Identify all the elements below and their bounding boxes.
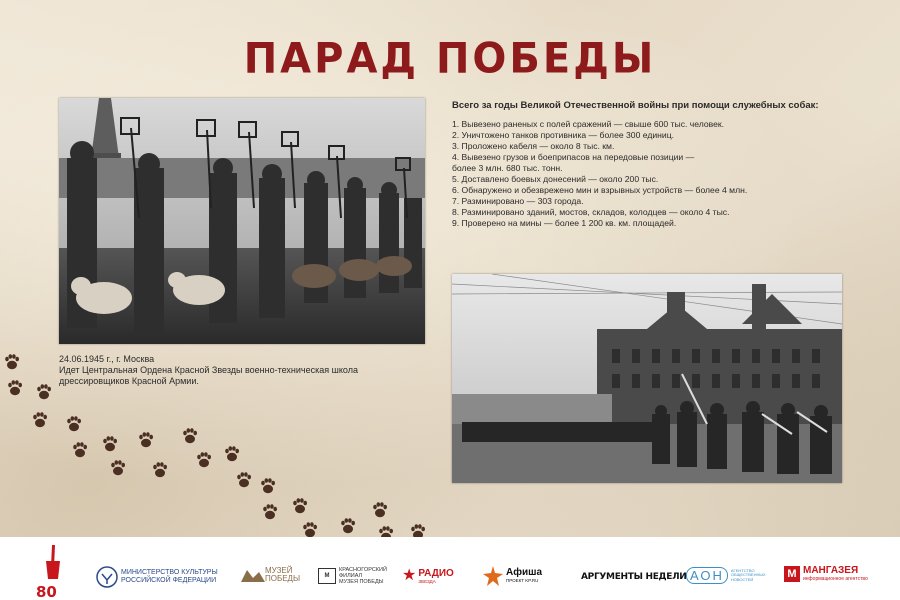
- aon-sub1: АГЕНТСТВО: [730, 567, 755, 573]
- stats-block: [452, 100, 872, 229]
- museum-line1: МУЗЕЙ: [265, 566, 293, 575]
- mm-icon: М: [318, 568, 336, 584]
- argumenty-nedeli-logo: [581, 572, 687, 582]
- stats-list: [452, 119, 872, 229]
- mangazeya-sub: информационное агентство: [803, 576, 868, 582]
- victory-80-logo: [36, 543, 70, 599]
- aon-logo: [686, 567, 766, 584]
- stats-item: 2. Уничтожено танков противника — более 300 единиц.: [452, 130, 674, 140]
- stats-item: 4. Вывезено грузов и боеприпасов на передовые позиции —: [452, 152, 695, 162]
- aon-sub3: НОВОСТЕЙ: [730, 576, 754, 582]
- emblem-icon: [96, 566, 118, 588]
- ministry-culture-logo: [96, 566, 218, 588]
- ministry-line1: МИНИСТЕРСТВО КУЛЬТУРЫ: [121, 569, 218, 576]
- page-title: ПАРАД ПОБЕДЫ: [243, 34, 657, 84]
- stats-item: 6. Обнаружено и обезврежено мин и взрывных устройств — более 4 млн.: [452, 185, 748, 195]
- anniversary-number: 80: [36, 583, 57, 600]
- stats-item: 5. Доставлено боевых донесений — около 200 тыс.: [452, 174, 659, 184]
- afisha-sub: ПРОЕКТ KP.RU: [506, 578, 539, 583]
- m-icon: М: [784, 566, 800, 582]
- paw-prints-decoration: [0, 340, 440, 537]
- partners-footer: [0, 537, 900, 600]
- stats-item: 1. Вывезено раненых с полей сражений — свыше 600 тыс. человек.: [452, 119, 725, 129]
- afisha-logo: [483, 566, 542, 586]
- stats-heading: Всего за годы Великой Отечественной войны при помощи служебных собак:: [452, 100, 819, 111]
- argumenty-label: АРГУМЕНТЫ НЕДЕЛИ: [581, 572, 687, 582]
- radio-zvezda-logo: [402, 568, 454, 584]
- radio-sub: ЗВЕЗДА: [418, 578, 436, 584]
- radio-label: РАДИО: [418, 567, 454, 579]
- aon-label: АОН: [686, 567, 728, 584]
- caption-date: 24.06.1945 г., г. Москва: [59, 354, 155, 364]
- stats-item: 3. Проложено кабеля — около 8 тыс. км.: [452, 141, 615, 151]
- museum-line2: ПОБЕДЫ: [265, 574, 301, 583]
- krasnogorsk-line3: МУЗЕЯ ПОБЕДЫ: [339, 579, 384, 585]
- krasnogorsk-line1: КРАСНОГОРСКИЙ: [339, 567, 387, 573]
- museum-victory-logo: [241, 567, 300, 583]
- parade-photo-dogs: [59, 98, 425, 344]
- krasnogorsk-branch-logo: [318, 567, 387, 585]
- stats-item: 8. Разминировано зданий, мостов, складов, колодцев — около 4 тыс.: [452, 207, 730, 217]
- stats-item: более 3 млн. 680 тыс. тонн.: [452, 163, 563, 173]
- mangazeya-logo: [784, 566, 868, 582]
- stats-item: 7. Разминировано — 303 города.: [452, 196, 584, 206]
- mangazeya-label: МАНГАЗЕЯ: [803, 565, 859, 576]
- stats-item: 9. Проверено на мины — более 1 200 кв. км. площадей.: [452, 218, 677, 228]
- museum-building-icon: [241, 568, 265, 582]
- afisha-label: Афиша: [506, 567, 543, 578]
- afisha-star-icon: [483, 566, 503, 586]
- caption-description: Идет Центральная Ордена Красной Звезды военно-техническая школа: [59, 365, 358, 375]
- parade-photo-red-square: [452, 274, 842, 483]
- krasnogorsk-line2: ФИЛИАЛ: [339, 573, 363, 579]
- ministry-line2: РОССИЙСКОЙ ФЕДЕРАЦИИ: [121, 577, 217, 584]
- caption-description-cont: дрессировщиков Красной Армии.: [59, 376, 199, 386]
- aon-sub2: ОБЩЕСТВЕННЫХ: [730, 572, 766, 578]
- star-icon: ★: [402, 567, 417, 584]
